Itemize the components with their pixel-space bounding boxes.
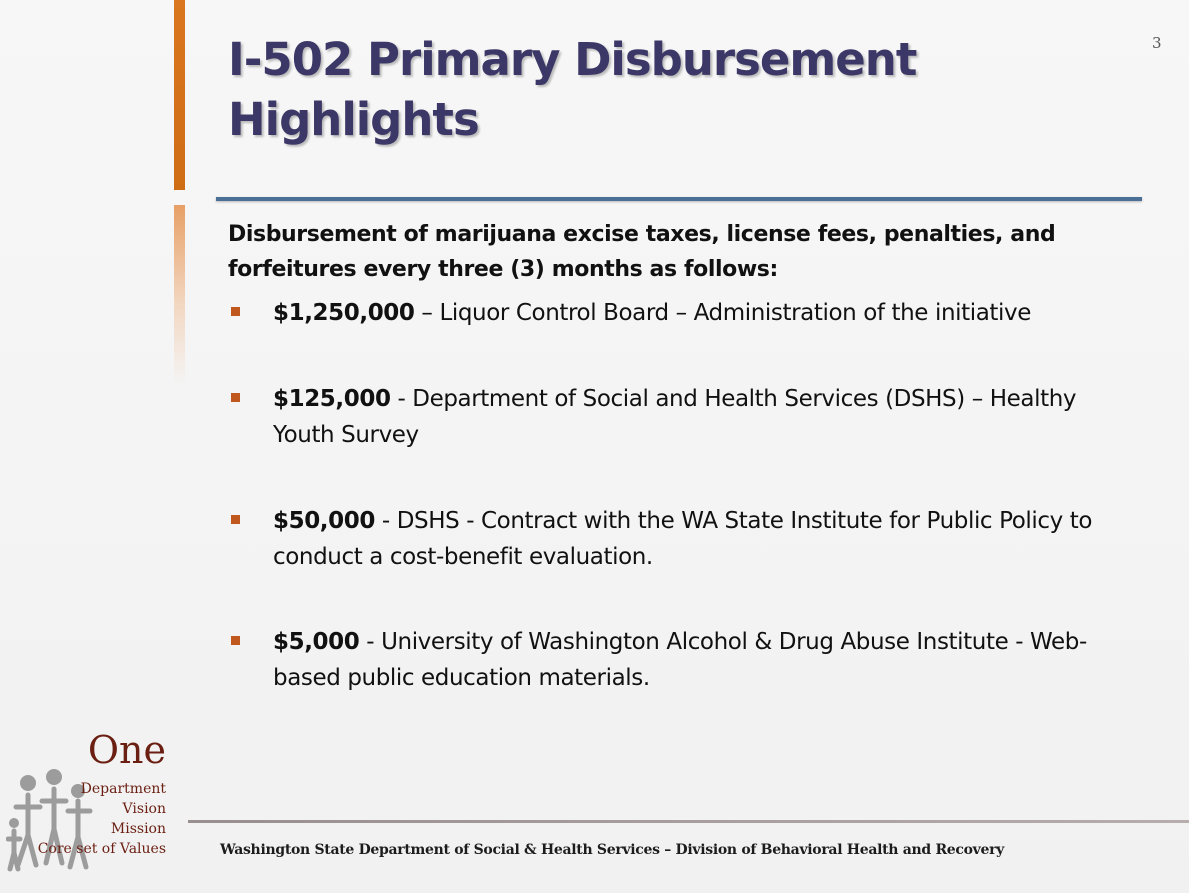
- square-bullet-icon: [231, 515, 240, 524]
- bullet-amount: $5,000: [273, 629, 360, 655]
- page-number: 3: [1152, 34, 1162, 52]
- accent-bar-top: [174, 0, 185, 190]
- square-bullet-icon: [231, 307, 240, 316]
- bullet-description: - University of Washington Alcohol & Drug Abuse Institute - Web-based public education materials.: [273, 629, 1087, 691]
- logo-line: Core set of Values: [37, 841, 166, 857]
- title-divider: [216, 197, 1142, 201]
- list-item: [228, 295, 1138, 331]
- square-bullet-icon: [231, 636, 240, 645]
- bullet-amount: $50,000: [273, 508, 375, 534]
- footer-divider: [188, 820, 1189, 823]
- logo-line: Vision: [122, 801, 166, 817]
- logo-line: Department: [80, 781, 166, 797]
- list-item-text: [273, 624, 1138, 696]
- bullet-description: - DSHS - Contract with the WA State Institute for Public Policy to conduct a cost-benefit evaluation.: [273, 508, 1093, 570]
- square-bullet-icon: [231, 393, 240, 402]
- accent-bar-fade: [174, 205, 185, 385]
- bullet-amount: $125,000: [273, 386, 391, 412]
- list-item-text: [273, 295, 1138, 331]
- list-item: [228, 503, 1138, 575]
- bullet-description: - Department of Social and Health Services (DSHS) – Healthy Youth Survey: [273, 386, 1077, 448]
- bullet-description: – Liquor Control Board – Administration of the initiative: [414, 300, 1032, 326]
- bullet-amount: $1,250,000: [273, 300, 415, 326]
- footer-text: Washington State Department of Social & Health Services – Division of Behavioral Health and Recovery: [220, 842, 1004, 858]
- intro-text: Disbursement of marijuana excise taxes, license fees, penalties, and forfeitures every three (3) months as follows:: [228, 222, 1056, 282]
- list-item: [228, 624, 1138, 696]
- list-item-text: [273, 381, 1138, 453]
- logo-heading: One: [87, 728, 166, 772]
- one-department-logo: [0, 725, 180, 893]
- logo-line: Mission: [110, 821, 166, 837]
- list-item: [228, 381, 1138, 453]
- list-item-text: [273, 503, 1138, 575]
- slide-title: I-502 Primary Disbursement Highlights: [228, 33, 917, 146]
